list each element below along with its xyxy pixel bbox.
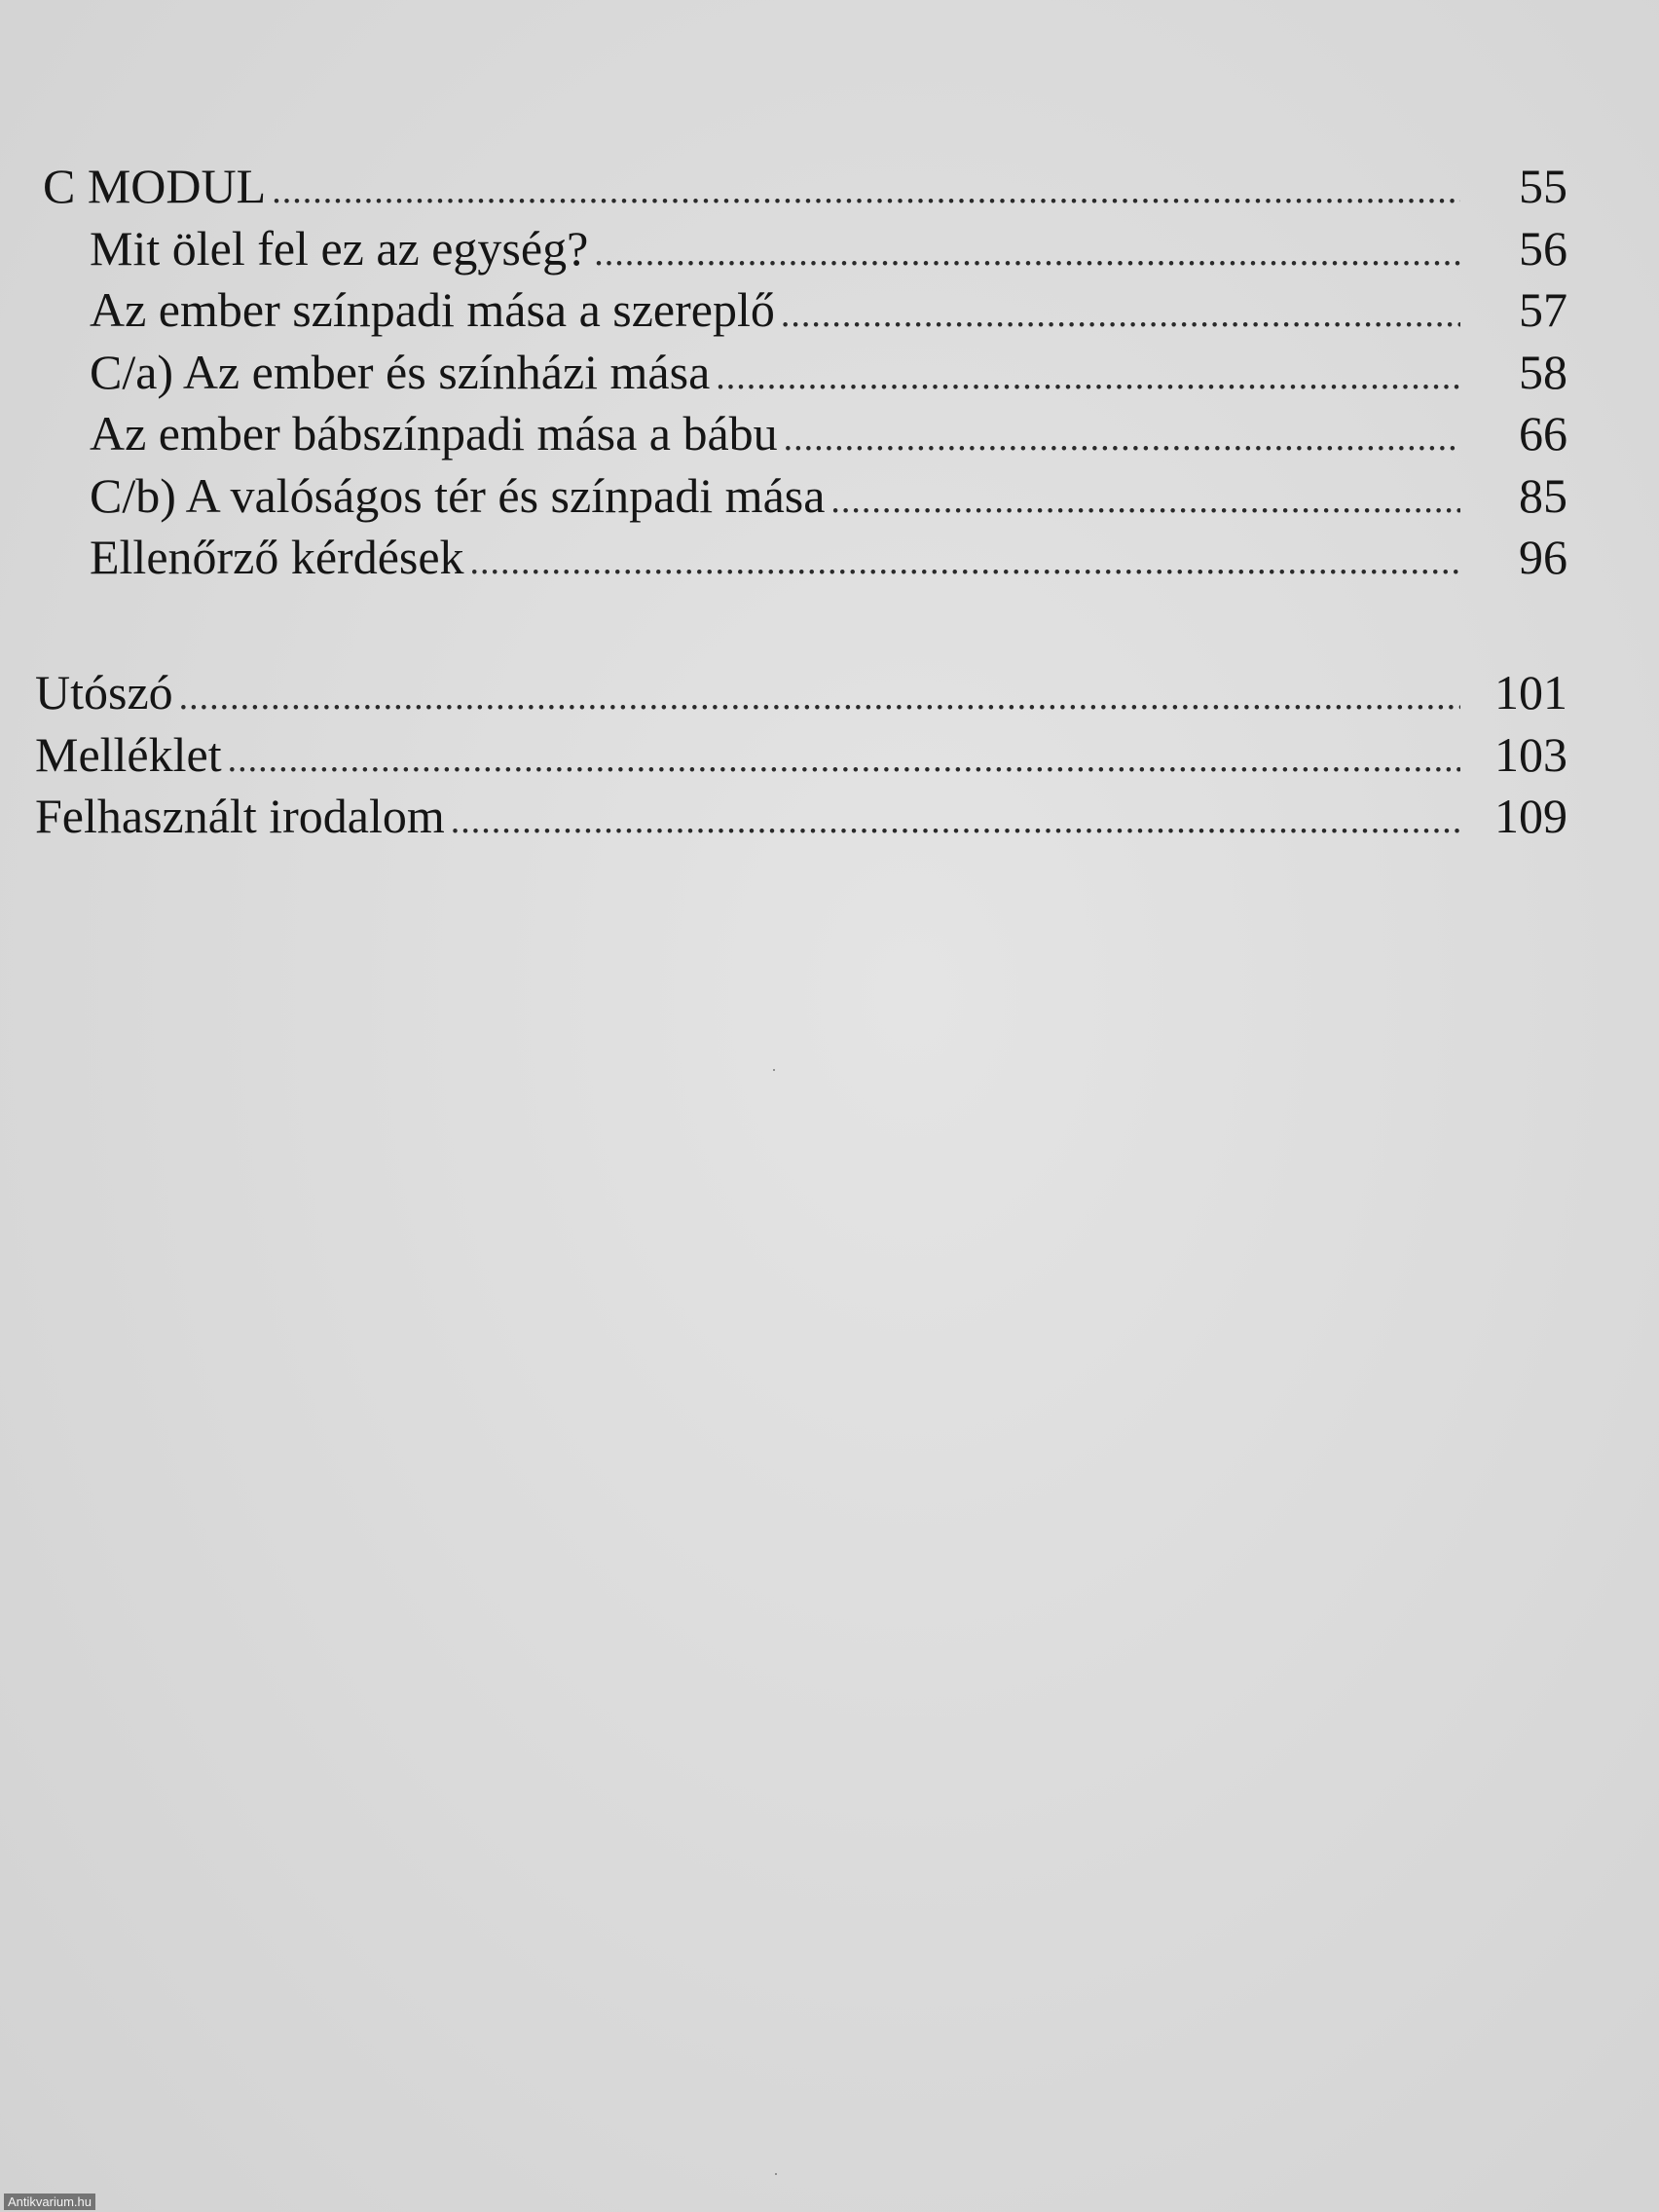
toc-entry (35, 662, 1567, 724)
toc-entry-title: Felhasznált irodalom (35, 789, 445, 843)
toc-entry-title: Az ember színpadi mása a szereplő (90, 282, 775, 337)
toc-dot-leader (784, 408, 1460, 470)
toc-entry-page: 109 (1494, 789, 1567, 843)
toc-entry-title: Ellenőrző kérdések (90, 530, 464, 584)
toc-entry-page: 58 (1519, 344, 1567, 399)
toc-dot-leader (470, 532, 1460, 594)
paper-speck (775, 2173, 777, 2175)
toc-dot-leader (594, 223, 1460, 285)
watermark-label: Antikvarium.hu (4, 2194, 95, 2210)
toc-entry-title: Utószó (35, 665, 173, 719)
toc-entry (35, 724, 1567, 787)
toc-entry-title: Melléklet (35, 726, 222, 782)
toc-dot-leader (781, 284, 1460, 347)
toc-entry-page: 56 (1519, 220, 1567, 276)
toc-entry-title: Az ember bábszínpadi mása a bábu (90, 406, 778, 461)
toc-entry-title: C/a) Az ember és színházi mása (90, 344, 711, 399)
toc-entry (35, 403, 1567, 465)
toc-entry (35, 527, 1567, 589)
toc-dot-leader (179, 667, 1460, 729)
toc-back-matter-section (35, 662, 1567, 848)
toc-entry-page: 101 (1494, 665, 1567, 719)
toc-module-section (35, 156, 1567, 589)
toc-entry-page: 55 (1519, 159, 1567, 213)
toc-entry-page: 103 (1494, 726, 1567, 782)
toc-entry (35, 156, 1567, 218)
toc-entry-page: 96 (1519, 530, 1567, 584)
toc-entry (35, 342, 1567, 404)
toc-entry-page: 85 (1519, 467, 1567, 523)
paper-speck (773, 1069, 775, 1071)
toc-entry-title: C/b) A valóságos tér és színpadi mása (90, 467, 826, 523)
toc-entry-title: Mit ölel fel ez az egység? (90, 220, 589, 276)
toc-entry-page: 57 (1519, 282, 1567, 337)
toc-entry (35, 218, 1567, 280)
toc-entry (35, 465, 1567, 528)
toc-entry-page: 66 (1519, 406, 1567, 461)
toc-dot-leader (228, 729, 1460, 792)
toc-dot-leader (716, 347, 1460, 409)
toc-entry-title: C MODUL (43, 159, 267, 213)
toc-dot-leader (272, 161, 1460, 223)
toc-entry (35, 279, 1567, 342)
toc-dot-leader (830, 470, 1460, 533)
toc-entry (35, 786, 1567, 848)
toc-dot-leader (451, 791, 1460, 853)
